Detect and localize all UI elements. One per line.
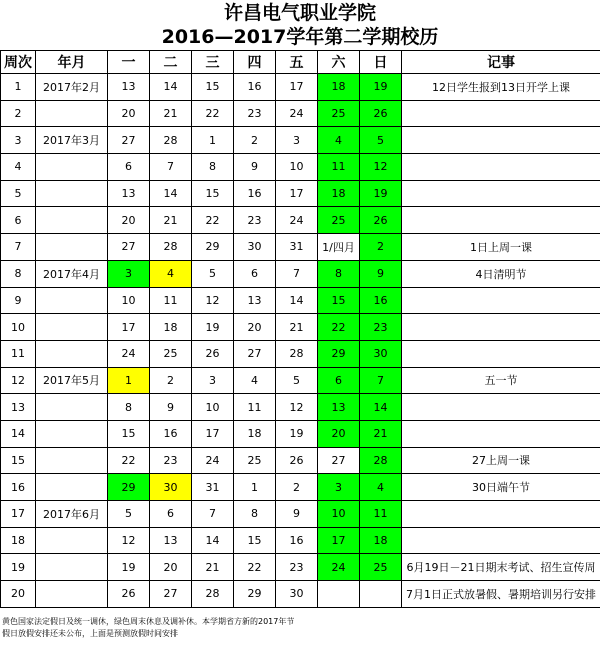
- year-month: [36, 154, 108, 181]
- day-cell: 19: [360, 74, 402, 101]
- day-cell: 27: [108, 127, 150, 154]
- note-cell: [402, 180, 600, 207]
- day-cell: 5: [360, 127, 402, 154]
- note-cell: 6月19日－21日期末考试、招生宣传周: [402, 554, 600, 581]
- day-cell: 24: [192, 447, 234, 474]
- day-cell: 13: [108, 74, 150, 101]
- day-cell: 4: [360, 474, 402, 501]
- day-cell: 3: [108, 260, 150, 287]
- day-cell: 6: [234, 260, 276, 287]
- week-number: 10: [1, 314, 36, 341]
- day-cell: 13: [318, 394, 360, 421]
- week-number: 1: [1, 74, 36, 101]
- day-cell: 24: [318, 554, 360, 581]
- table-row: [1, 501, 600, 528]
- day-cell: 16: [276, 527, 318, 554]
- table-row: [1, 260, 600, 287]
- day-cell: 23: [234, 100, 276, 127]
- week-number: 12: [1, 367, 36, 394]
- day-cell: 14: [360, 394, 402, 421]
- day-cell: 14: [150, 180, 192, 207]
- day-cell: 8: [234, 501, 276, 528]
- day-cell: 21: [360, 420, 402, 447]
- year-month: [36, 554, 108, 581]
- day-cell: 25: [150, 340, 192, 367]
- year-month: [36, 207, 108, 234]
- note-cell: [402, 127, 600, 154]
- day-cell: 23: [234, 207, 276, 234]
- calendar-table: [0, 50, 600, 608]
- day-cell: 11: [318, 154, 360, 181]
- day-cell: 9: [360, 260, 402, 287]
- day-cell: 6: [318, 367, 360, 394]
- title-block: [0, 0, 600, 51]
- week-number: 20: [1, 581, 36, 608]
- day-cell: 4: [150, 260, 192, 287]
- day-cell: 25: [318, 207, 360, 234]
- week-number: 18: [1, 527, 36, 554]
- day-cell: 9: [234, 154, 276, 181]
- day-cell: 20: [150, 554, 192, 581]
- day-cell: 8: [192, 154, 234, 181]
- day-cell: 23: [150, 447, 192, 474]
- day-cell: 30: [150, 474, 192, 501]
- table-row: [1, 314, 600, 341]
- day-cell: 15: [108, 420, 150, 447]
- note-cell: [402, 207, 600, 234]
- calendar-title: 2016—2017学年第二学期校历: [161, 26, 439, 48]
- note-cell: [402, 340, 600, 367]
- day-cell: 4: [318, 127, 360, 154]
- day-cell: 26: [360, 100, 402, 127]
- day-cell: 16: [360, 287, 402, 314]
- year-month: [36, 581, 108, 608]
- day-cell: 26: [192, 340, 234, 367]
- day-cell: 27: [234, 340, 276, 367]
- year-month: [36, 234, 108, 261]
- table-row: [1, 127, 600, 154]
- day-cell: 2: [150, 367, 192, 394]
- table-row: [1, 234, 600, 261]
- day-cell: 29: [192, 234, 234, 261]
- day-cell: 20: [318, 420, 360, 447]
- footer-line-1: 黄色国家法定假日及统一调休，绿色周末休息及调补休。本学期省方新的2017年节: [2, 617, 295, 626]
- year-month: 2017年4月: [36, 260, 108, 287]
- day-cell: 10: [108, 287, 150, 314]
- day-cell: 22: [108, 447, 150, 474]
- day-cell: 29: [318, 340, 360, 367]
- day-cell: 9: [276, 501, 318, 528]
- day-cell: 28: [192, 581, 234, 608]
- day-cell: 29: [108, 474, 150, 501]
- table-row: [1, 180, 600, 207]
- week-number: 5: [1, 180, 36, 207]
- note-cell: [402, 154, 600, 181]
- day-cell: 27: [318, 447, 360, 474]
- day-cell: 6: [150, 501, 192, 528]
- day-cell: 1: [192, 127, 234, 154]
- day-cell: 17: [192, 420, 234, 447]
- table-row: [1, 207, 600, 234]
- day-cell: 21: [192, 554, 234, 581]
- day-cell: 17: [276, 74, 318, 101]
- day-cell: 22: [234, 554, 276, 581]
- day-cell: 20: [108, 100, 150, 127]
- table-row: [1, 420, 600, 447]
- day-cell: 21: [276, 314, 318, 341]
- header-cell: 二: [150, 51, 192, 74]
- day-cell: 16: [150, 420, 192, 447]
- school-name: 许昌电气职业学院: [223, 2, 376, 24]
- note-cell: 1日上周一课: [402, 234, 600, 261]
- table-row: [1, 554, 600, 581]
- table-row: [1, 527, 600, 554]
- note-cell: 27上周一课: [402, 447, 600, 474]
- day-cell: 6: [108, 154, 150, 181]
- note-cell: 五一节: [402, 367, 600, 394]
- header-cell: 记事: [402, 51, 600, 74]
- day-cell: 12: [276, 394, 318, 421]
- day-cell: 13: [108, 180, 150, 207]
- day-cell: 22: [192, 100, 234, 127]
- day-cell: 18: [234, 420, 276, 447]
- table-row: [1, 340, 600, 367]
- day-cell: 13: [234, 287, 276, 314]
- table-row: [1, 474, 600, 501]
- day-cell: 23: [360, 314, 402, 341]
- day-cell: 21: [150, 100, 192, 127]
- day-cell: 2: [276, 474, 318, 501]
- day-cell: 30: [276, 581, 318, 608]
- day-cell: 10: [192, 394, 234, 421]
- note-cell: [402, 394, 600, 421]
- day-cell: 10: [318, 501, 360, 528]
- day-cell: 25: [234, 447, 276, 474]
- day-cell: 18: [318, 74, 360, 101]
- year-month: 2017年6月: [36, 501, 108, 528]
- day-cell: 12: [192, 287, 234, 314]
- header-cell: 六: [318, 51, 360, 74]
- note-cell: [402, 314, 600, 341]
- day-cell: 22: [318, 314, 360, 341]
- day-cell: 17: [276, 180, 318, 207]
- year-month: [36, 314, 108, 341]
- week-number: 4: [1, 154, 36, 181]
- day-cell: 15: [234, 527, 276, 554]
- day-cell: 1/四月: [318, 234, 360, 261]
- note-cell: [402, 420, 600, 447]
- day-cell: [318, 581, 360, 608]
- day-cell: 11: [234, 394, 276, 421]
- day-cell: 12: [108, 527, 150, 554]
- day-cell: 24: [276, 100, 318, 127]
- day-cell: 11: [150, 287, 192, 314]
- day-cell: 7: [360, 367, 402, 394]
- day-cell: 11: [360, 501, 402, 528]
- week-number: 15: [1, 447, 36, 474]
- year-month: [36, 420, 108, 447]
- day-cell: 26: [276, 447, 318, 474]
- header-cell: 三: [192, 51, 234, 74]
- note-cell: [402, 100, 600, 127]
- day-cell: 28: [150, 234, 192, 261]
- day-cell: 5: [108, 501, 150, 528]
- day-cell: 24: [276, 207, 318, 234]
- day-cell: 4: [234, 367, 276, 394]
- day-cell: 7: [150, 154, 192, 181]
- day-cell: 18: [360, 527, 402, 554]
- week-number: 9: [1, 287, 36, 314]
- day-cell: 28: [150, 127, 192, 154]
- day-cell: 2: [360, 234, 402, 261]
- day-cell: 31: [192, 474, 234, 501]
- table-row: [1, 447, 600, 474]
- day-cell: 26: [360, 207, 402, 234]
- year-month: [36, 340, 108, 367]
- year-month: [36, 394, 108, 421]
- day-cell: 21: [150, 207, 192, 234]
- week-number: 16: [1, 474, 36, 501]
- table-row: [1, 287, 600, 314]
- footer-line-2: 假日放假安排还未公布，上面是预测放假时间安排: [2, 629, 178, 638]
- day-cell: 19: [192, 314, 234, 341]
- header-row: [1, 51, 600, 74]
- week-number: 11: [1, 340, 36, 367]
- year-month: [36, 100, 108, 127]
- day-cell: 8: [318, 260, 360, 287]
- week-number: 2: [1, 100, 36, 127]
- week-number: 13: [1, 394, 36, 421]
- header-cell: 一: [108, 51, 150, 74]
- footer-note: [2, 616, 332, 640]
- day-cell: 29: [234, 581, 276, 608]
- day-cell: 17: [108, 314, 150, 341]
- day-cell: 7: [276, 260, 318, 287]
- day-cell: 5: [276, 367, 318, 394]
- day-cell: 15: [192, 74, 234, 101]
- day-cell: 15: [318, 287, 360, 314]
- note-cell: 12日学生报到13日开学上课: [402, 74, 600, 101]
- day-cell: 8: [108, 394, 150, 421]
- day-cell: 1: [108, 367, 150, 394]
- day-cell: [360, 581, 402, 608]
- year-month: 2017年3月: [36, 127, 108, 154]
- note-cell: [402, 527, 600, 554]
- note-cell: 4日清明节: [402, 260, 600, 287]
- year-month: [36, 287, 108, 314]
- day-cell: 16: [234, 180, 276, 207]
- week-number: 6: [1, 207, 36, 234]
- header-cell: 日: [360, 51, 402, 74]
- year-month: 2017年5月: [36, 367, 108, 394]
- day-cell: 23: [276, 554, 318, 581]
- day-cell: 19: [360, 180, 402, 207]
- day-cell: 2: [234, 127, 276, 154]
- day-cell: 28: [276, 340, 318, 367]
- day-cell: 24: [108, 340, 150, 367]
- day-cell: 14: [276, 287, 318, 314]
- header-cell: 四: [234, 51, 276, 74]
- note-cell: [402, 287, 600, 314]
- day-cell: 20: [108, 207, 150, 234]
- year-month: [36, 527, 108, 554]
- year-month: [36, 180, 108, 207]
- day-cell: 1: [234, 474, 276, 501]
- day-cell: 3: [318, 474, 360, 501]
- day-cell: 26: [108, 581, 150, 608]
- day-cell: 27: [150, 581, 192, 608]
- table-row: [1, 154, 600, 181]
- day-cell: 30: [360, 340, 402, 367]
- table-row: [1, 581, 600, 608]
- day-cell: 18: [150, 314, 192, 341]
- table-row: [1, 100, 600, 127]
- day-cell: 25: [318, 100, 360, 127]
- day-cell: 15: [192, 180, 234, 207]
- day-cell: 31: [276, 234, 318, 261]
- year-month: 2017年2月: [36, 74, 108, 101]
- day-cell: 20: [234, 314, 276, 341]
- week-number: 7: [1, 234, 36, 261]
- day-cell: 5: [192, 260, 234, 287]
- day-cell: 19: [276, 420, 318, 447]
- day-cell: 18: [318, 180, 360, 207]
- day-cell: 25: [360, 554, 402, 581]
- day-cell: 14: [150, 74, 192, 101]
- day-cell: 3: [192, 367, 234, 394]
- day-cell: 9: [150, 394, 192, 421]
- day-cell: 12: [360, 154, 402, 181]
- table-row: [1, 367, 600, 394]
- table-row: [1, 394, 600, 421]
- day-cell: 10: [276, 154, 318, 181]
- header-cell: 周次: [1, 51, 36, 74]
- year-month: [36, 474, 108, 501]
- day-cell: 30: [234, 234, 276, 261]
- note-cell: 7月1日正式放暑假、暑期培训另行安排: [402, 581, 600, 608]
- day-cell: 17: [318, 527, 360, 554]
- week-number: 8: [1, 260, 36, 287]
- header-cell: 年月: [36, 51, 108, 74]
- day-cell: 7: [192, 501, 234, 528]
- week-number: 14: [1, 420, 36, 447]
- day-cell: 3: [276, 127, 318, 154]
- table-row: [1, 74, 600, 101]
- week-number: 17: [1, 501, 36, 528]
- day-cell: 16: [234, 74, 276, 101]
- week-number: 19: [1, 554, 36, 581]
- day-cell: 22: [192, 207, 234, 234]
- day-cell: 14: [192, 527, 234, 554]
- week-number: 3: [1, 127, 36, 154]
- day-cell: 19: [108, 554, 150, 581]
- note-cell: 30日端午节: [402, 474, 600, 501]
- header-cell: 五: [276, 51, 318, 74]
- note-cell: [402, 501, 600, 528]
- year-month: [36, 447, 108, 474]
- day-cell: 27: [108, 234, 150, 261]
- day-cell: 13: [150, 527, 192, 554]
- day-cell: 28: [360, 447, 402, 474]
